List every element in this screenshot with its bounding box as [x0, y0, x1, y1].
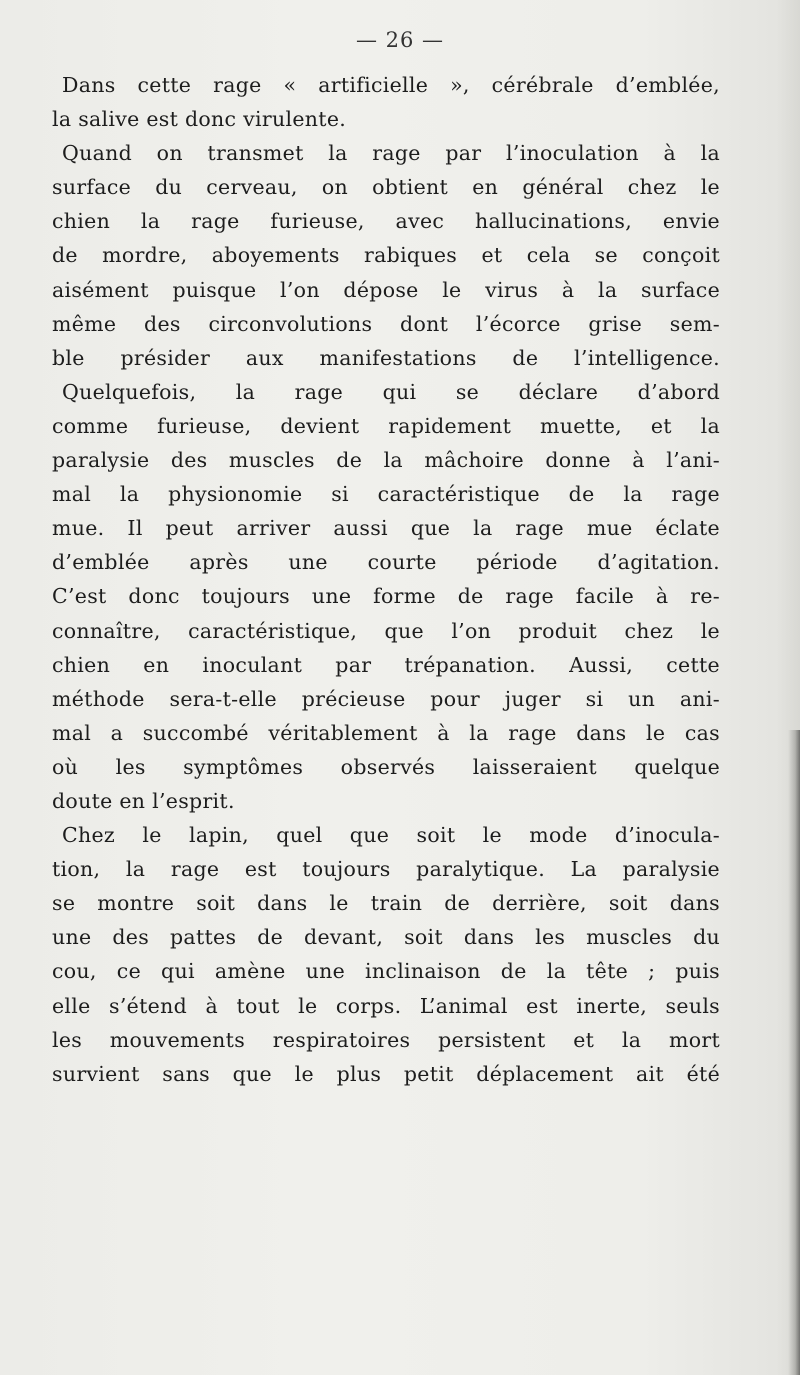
text-line: cou, ce qui amène une inclinaison de la tête ; puis: [52, 959, 720, 984]
text-line: surface du cerveau, on obtient en général chez le: [52, 175, 720, 200]
text-line: Chez le lapin, quel que soit le mode d’inocula-: [62, 823, 720, 848]
text-line: de mordre, aboyements rabiques et cela se conçoit: [52, 243, 720, 268]
text-line: survient sans que le plus petit déplacement ait été: [52, 1061, 720, 1086]
text-line: chien la rage furieuse, avec hallucinations, envie: [52, 209, 720, 234]
page-edge-shadow: [788, 730, 800, 1375]
text-line: Quelquefois, la rage qui se déclare d’abord: [62, 379, 720, 404]
text-line: chien en inoculant par trépanation. Aussi, cette: [52, 652, 720, 677]
text-line: où les symptômes observés laisseraient quelque: [52, 754, 720, 779]
text-line: se montre soit dans le train de derrière, soit dans: [52, 891, 720, 916]
text-line: une des pattes de devant, soit dans les muscles du: [52, 925, 720, 950]
text-line: mal la physionomie si caractéristique de la rage: [52, 482, 720, 507]
text-line: même des circonvolutions dont l’écorce grise sem-: [52, 311, 720, 336]
text-line: paralysie des muscles de la mâchoire donne à l’ani-: [52, 448, 720, 473]
body-text: [52, 68, 720, 1091]
text-line: les mouvements respiratoires persistent et la mort: [52, 1027, 720, 1052]
page-number: — 26 —: [355, 28, 445, 52]
text-line: méthode sera-t-elle précieuse pour juger si un ani-: [52, 686, 720, 711]
text-line: connaître, caractéristique, que l’on produit chez le: [52, 618, 720, 643]
text-line: comme furieuse, devient rapidement muette, et la: [52, 413, 720, 438]
text-line: d’emblée après une courte période d’agitation.: [52, 550, 720, 575]
text-line: Quand on transmet la rage par l’inoculation à la: [62, 141, 720, 166]
text-line: ble présider aux manifestations de l’intelligence.: [52, 345, 720, 370]
text-line: aisément puisque l’on dépose le virus à la surface: [52, 277, 720, 302]
text-line: C’est donc toujours une forme de rage facile à re-: [52, 584, 720, 609]
text-line: la salive est donc virulente.: [52, 107, 347, 132]
text-line: doute en l’esprit.: [52, 788, 235, 813]
text-line: Dans cette rage « artificielle », cérébrale d’emblée,: [62, 73, 720, 97]
text-line: tion, la rage est toujours paralytique. La paralysie: [52, 857, 720, 882]
text-line: elle s’étend à tout le corps. L’animal est inerte, seuls: [52, 993, 720, 1018]
text-line: mue. Il peut arriver aussi que la rage mue éclate: [52, 516, 720, 541]
text-line: mal a succombé véritablement à la rage dans le cas: [52, 720, 720, 745]
